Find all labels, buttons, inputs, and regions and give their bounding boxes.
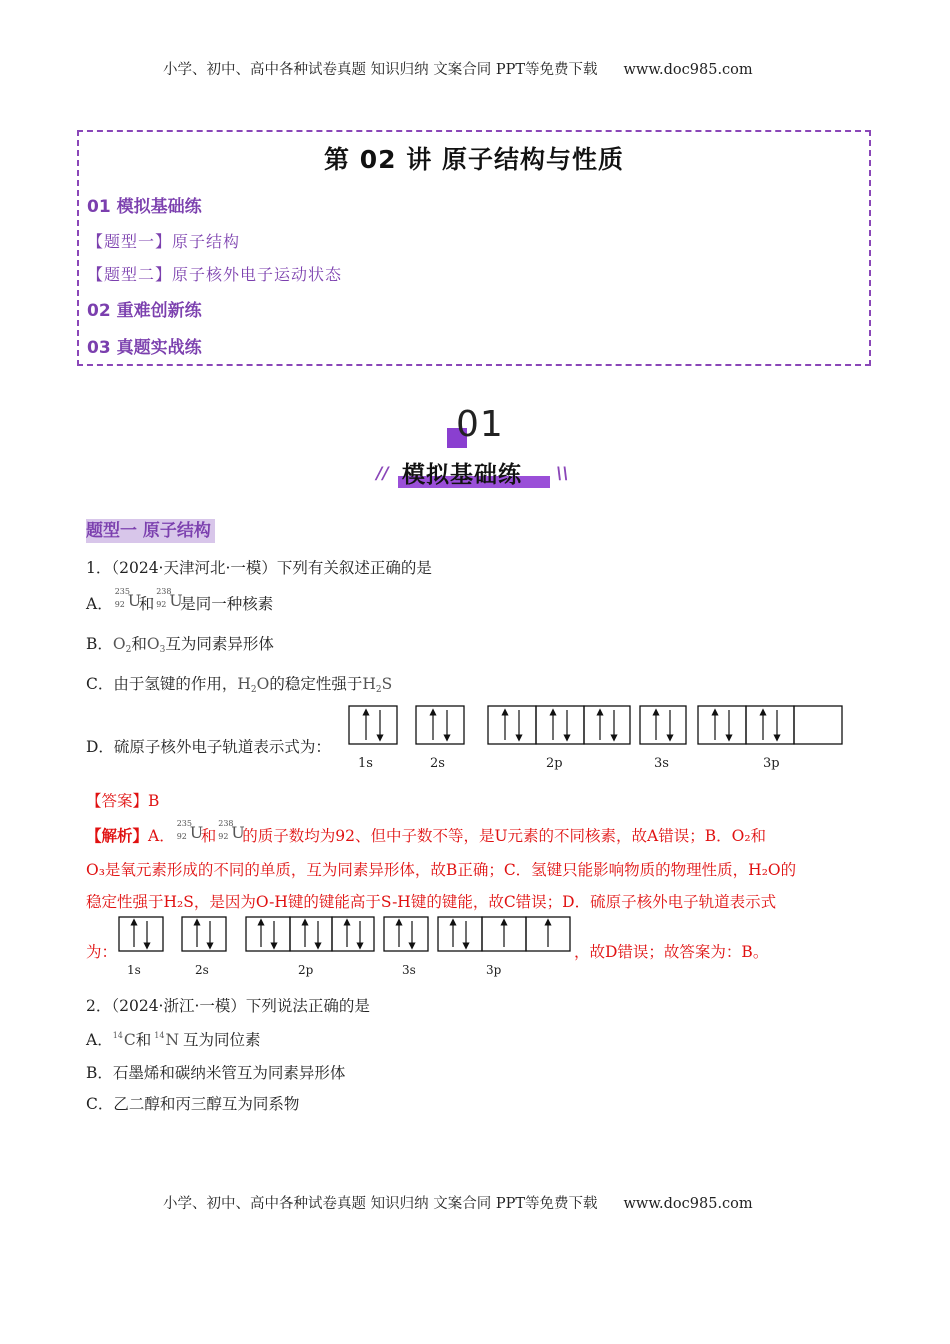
h2s-s: S	[381, 675, 393, 693]
analysis-orbital-3s: 3s	[402, 963, 416, 977]
analysis-orbital-1s: 1s	[127, 963, 141, 977]
o3-subscript: 3	[159, 645, 166, 655]
q1-analysis-line-3: 稳定性强于H₂S，是因为O-H键的键能高于S-H键的键能，故C错误；D．硫原子核外电子轨道表示式	[86, 893, 777, 911]
element-symbol: U	[169, 591, 183, 610]
analysis-orbital-2s: 2s	[195, 963, 209, 977]
h2s-formula: H	[362, 675, 376, 693]
toc-subsection-1[interactable]: 【题型一】原子结构	[87, 232, 241, 251]
orbital-label-3p: 3p	[763, 756, 780, 771]
u235-nuclide	[114, 587, 142, 611]
q1-analysis-line-4-post: ，故D错误；故答案为：B。	[574, 943, 769, 961]
option-letter: B．	[86, 635, 113, 653]
footer-text: 小学、初中、高中各种试卷真题 知识归纳 文案合同 PPT等免费下载	[163, 1196, 598, 1212]
toc-box	[77, 130, 871, 366]
mass-number: 235	[176, 819, 192, 828]
q1-option-d[interactable]: D．硫原子核外电子轨道表示式为：	[86, 738, 331, 756]
orbital-diagram-analysis	[116, 914, 576, 980]
mass-number: 235	[114, 587, 130, 596]
q1-answer	[86, 789, 159, 811]
analysis-orbital-3p: 3p	[486, 963, 502, 977]
n-symbol: N	[165, 1031, 180, 1049]
q2-option-c[interactable]: C．乙二醇和丙三醇互为同系物	[86, 1095, 300, 1113]
option-text: 是同一种核素	[180, 595, 274, 613]
section-number: 01	[456, 404, 504, 445]
atomic-number: 92	[218, 832, 229, 841]
q1-option-b[interactable]	[86, 632, 274, 655]
h2o-formula: H	[237, 675, 251, 693]
orbital-box-2s	[416, 706, 464, 744]
q1-analysis-line-1	[86, 819, 767, 846]
analysis-label: 【解析】	[86, 826, 149, 845]
answer-label: 【答案】	[86, 792, 149, 810]
mass-number: 238	[156, 587, 172, 596]
mass-number: 238	[218, 819, 234, 828]
atomic-number: 92	[176, 832, 187, 841]
toc-section-3[interactable]: 03 真题实战练	[87, 338, 202, 358]
orbital-box-1s	[349, 706, 397, 744]
c-symbol: C	[123, 1031, 136, 1049]
orbital-label-3s: 3s	[654, 756, 669, 771]
q1-analysis-line-4-pre: 为：	[86, 943, 118, 961]
option-text: C．由于氢键的作用，	[86, 675, 238, 693]
page-header	[163, 58, 753, 79]
option-text: 互为同位素	[183, 1031, 261, 1049]
c14-mass: 14	[112, 1031, 123, 1040]
header-site[interactable]: www.doc985.com	[623, 62, 753, 78]
o2-formula: O	[112, 635, 126, 653]
element-symbol: U	[189, 823, 204, 842]
toc-section-1[interactable]: 01 模拟基础练	[87, 197, 202, 217]
h2s-subscript: 2	[375, 685, 382, 695]
q2-stem: 2．（2024·浙江·一模）下列说法正确的是	[86, 997, 370, 1015]
header-text: 小学、初中、高中各种试卷真题 知识归纳 文案合同 PPT等免费下载	[163, 62, 598, 78]
q2-option-b[interactable]: B．石墨烯和碳纳米管互为同素异形体	[86, 1064, 346, 1082]
orbital-label-2p: 2p	[546, 756, 563, 771]
u235-nuclide	[176, 819, 204, 843]
answer-value: B	[148, 792, 160, 810]
atomic-number: 92	[156, 600, 167, 609]
element-symbol: U	[231, 823, 245, 842]
toc-subsection-2[interactable]: 【题型二】原子核外电子运动状态	[87, 265, 343, 284]
element-symbol: U	[127, 591, 142, 610]
conj: 和	[200, 827, 217, 845]
h2o-subscript: 2	[250, 685, 257, 695]
q1-option-a[interactable]	[86, 587, 274, 614]
section-number-banner	[420, 404, 530, 450]
conj: 和	[138, 595, 155, 613]
toc-section-2[interactable]: 02 重难创新练	[87, 301, 202, 321]
analysis-orbital-2p: 2p	[298, 963, 314, 977]
option-text-mid: 的稳定性强于	[269, 675, 363, 693]
page-footer	[163, 1192, 753, 1213]
section-title: 模拟基础练	[402, 462, 522, 488]
u238-nuclide	[218, 819, 245, 843]
orbital-label-2s: 2s	[430, 756, 445, 771]
banner-right-deco: \\	[556, 464, 569, 484]
n14-mass: 14	[154, 1031, 165, 1040]
banner-left-deco: //	[376, 464, 389, 484]
q2-option-a[interactable]	[86, 1028, 261, 1050]
orbital-box-2p	[584, 706, 630, 744]
h2o-o: O	[256, 675, 270, 693]
analysis-text: 的质子数均为92、但中子数不等，是U元素的不同核素，故A错误；B．O₂和	[242, 827, 767, 845]
analysis-a: A．	[148, 827, 175, 845]
orbital-box-3s	[640, 706, 686, 744]
q1-analysis-line-2: O₃是氧元素形成的不同的单质，互为同素异形体，故B正确；C．氢键只能影响物质的物理性质，H₂O的	[86, 861, 797, 879]
q1-stem: 1．（2024·天津河北·一模）下列有关叙述正确的是	[86, 559, 432, 577]
footer-site[interactable]: www.doc985.com	[623, 1196, 753, 1212]
orbital-diagram-option-d	[346, 704, 846, 776]
option-letter: A．	[86, 1031, 113, 1049]
atomic-number: 92	[114, 600, 125, 609]
orbital-box-3p	[794, 706, 842, 744]
o2-subscript: 2	[125, 645, 132, 655]
orbital-label-1s: 1s	[358, 756, 373, 771]
option-text: 互为同素异形体	[165, 635, 274, 653]
conj: 和	[135, 1031, 152, 1049]
lecture-title: 第 02 讲 原子结构与性质	[324, 145, 624, 174]
section-title-banner	[376, 456, 570, 492]
option-letter: A．	[86, 595, 113, 613]
o3-formula: O	[146, 635, 160, 653]
question-type-heading: 题型一 原子结构	[86, 519, 215, 543]
u238-nuclide	[156, 587, 183, 611]
q1-option-c[interactable]	[86, 672, 392, 695]
conj: 和	[131, 635, 147, 653]
